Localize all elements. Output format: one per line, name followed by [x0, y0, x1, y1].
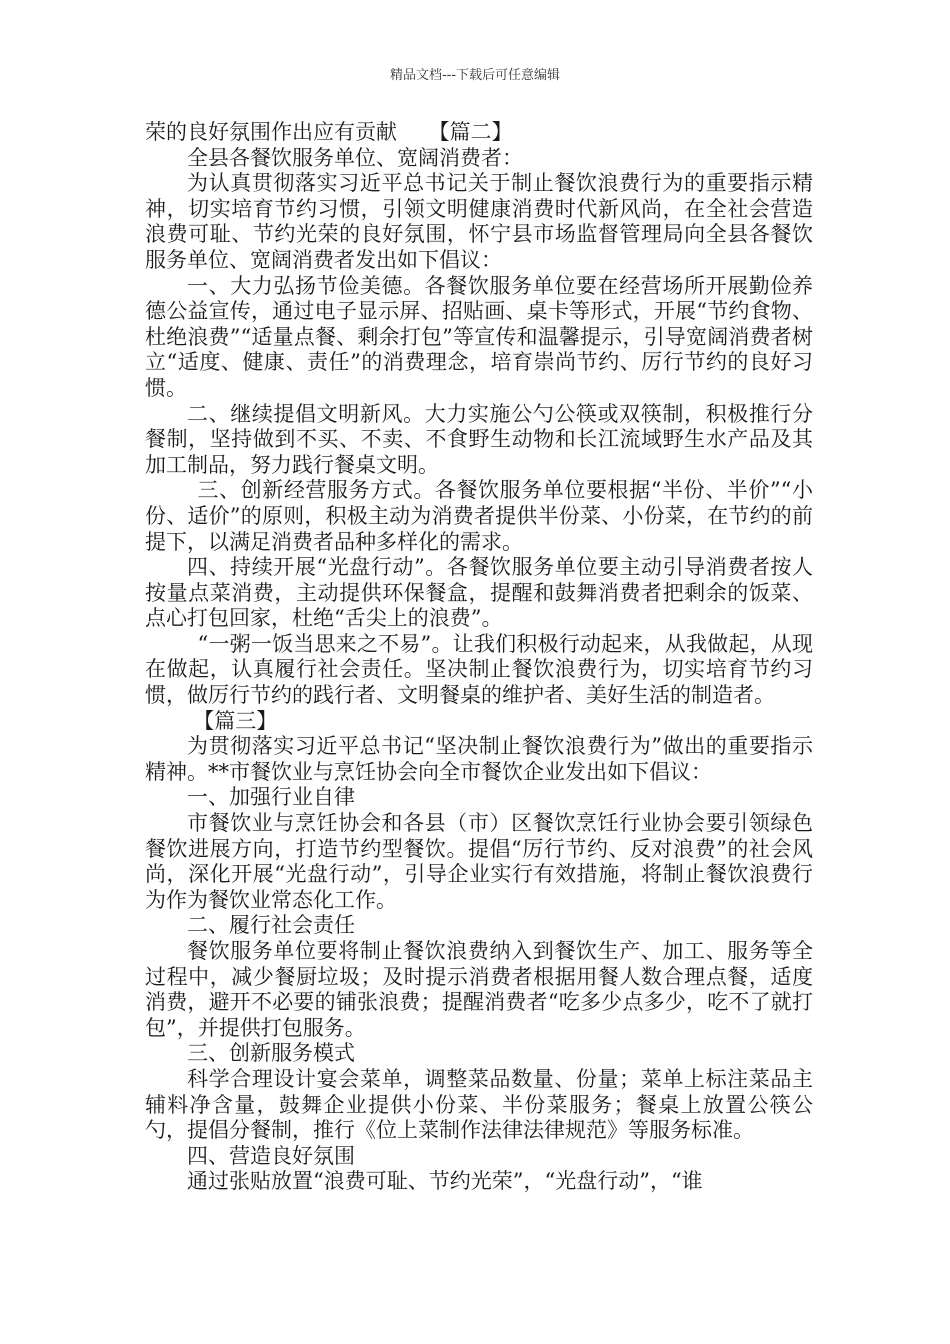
paragraph: 通过张贴放置“浪费可耻、节约光荣”，“光盘行动”，“谁: [187, 1169, 703, 1194]
paragraph-continuation: 荣的良好氛围作出应有贡献 【篇二】: [145, 120, 513, 144]
section-heading: 【篇三】: [193, 708, 278, 733]
paragraph: 餐饮服务单位要将制止餐饮浪费纳入到餐饮生产、加工、服务等全过程中，减少餐厨垃圾；及时提示消费者根据用餐人数合理点餐，适度消费，避开不必要的铺张浪费；提醒消费者“吃多少点多少，吃不了就打包”，并提供打包服务。: [145, 939, 813, 1040]
subheading: 二、履行社会责任: [187, 913, 355, 938]
paragraph: 为认真贯彻落实习近平总书记关于制止餐饮浪费行为的重要指示精神，切实培育节约习惯，引领文明健康消费时代新风尚，在全社会营造浪费可耻、节约光荣的良好氛围，怀宁县市场监督管理局向全县各餐饮服务单位、宽阔消费者发出如下倡议：: [145, 171, 813, 272]
subheading: 一、加强行业自律: [187, 785, 355, 810]
paragraph: 为贯彻落实习近平总书记“坚决制止餐饮浪费行为”做出的重要指示精神。**市餐饮业与烹饪协会向全市餐饮企业发出如下倡议：: [145, 734, 813, 784]
paragraph: 四、持续开展“光盘行动”。各餐饮服务单位要主动引导消费者按人按量点菜消费，主动提供环保餐盒，提醒和鼓舞消费者把剩余的饭菜、点心打包回家，杜绝“舌尖上的浪费”。: [145, 555, 813, 631]
paragraph: 科学合理设计宴会菜单，调整菜品数量、份量；菜单上标注菜品主辅料净含量，鼓舞企业提供小份菜、半份菜服务；餐桌上放置公筷公勺，提倡分餐制，推行《位上菜制作法律法律规范》等服务标准。: [145, 1066, 813, 1143]
paragraph: “一粥一饭当思来之不易”。让我们积极行动起来，从我做起，从现在做起，认真履行社会责任。坚决制止餐饮浪费行为，切实培育节约习惯，做厉行节约的践行者、文明餐桌的维护者、美好生活的制造者。: [145, 631, 813, 708]
document-body: [145, 120, 813, 1195]
subheading: 四、营造良好氛围: [187, 1143, 355, 1168]
paragraph: 三、创新经营服务方式。各餐饮服务单位要根据“半份、半价”“小份、适价”的原则，积极主动为消费者提供半份菜、小份菜，在节约的前提下，以满足消费者品种多样化的需求。: [145, 478, 813, 554]
paragraph: 市餐饮业与烹饪协会和各县（市）区餐饮烹饪行业协会要引领绿色餐饮进展方向，打造节约型餐饮。提倡“厉行节约、反对浪费”的社会风尚，深化开展“光盘行动”，引导企业实行有效措施，将制止餐饮浪费行为作为餐饮业常态化工作。: [145, 811, 813, 912]
subheading: 三、创新服务模式: [187, 1041, 355, 1066]
page-header: 精品文档---下载后可任意编辑: [389, 68, 561, 83]
paragraph: 一、大力弘扬节俭美德。各餐饮服务单位要在经营场所开展勤俭养德公益宣传，通过电子显示屏、招贴画、桌卡等形式，开展“节约食物、杜绝浪费”“适量点餐、剩余打包”等宣传和温馨提示，引导宽阔消费者树立“适度、健康、责任”的消费理念，培育崇尚节约、厉行节约的良好习惯。: [145, 273, 813, 400]
paragraph: 二、继续提倡文明新风。大力实施公勺公筷或双筷制，积极推行分餐制，坚持做到不买、不卖、不食野生动物和长江流域野生水产品及其加工制品，努力践行餐桌文明。: [145, 401, 813, 477]
paragraph-salutation: 全县各餐饮服务单位、宽阔消费者：: [187, 145, 523, 170]
